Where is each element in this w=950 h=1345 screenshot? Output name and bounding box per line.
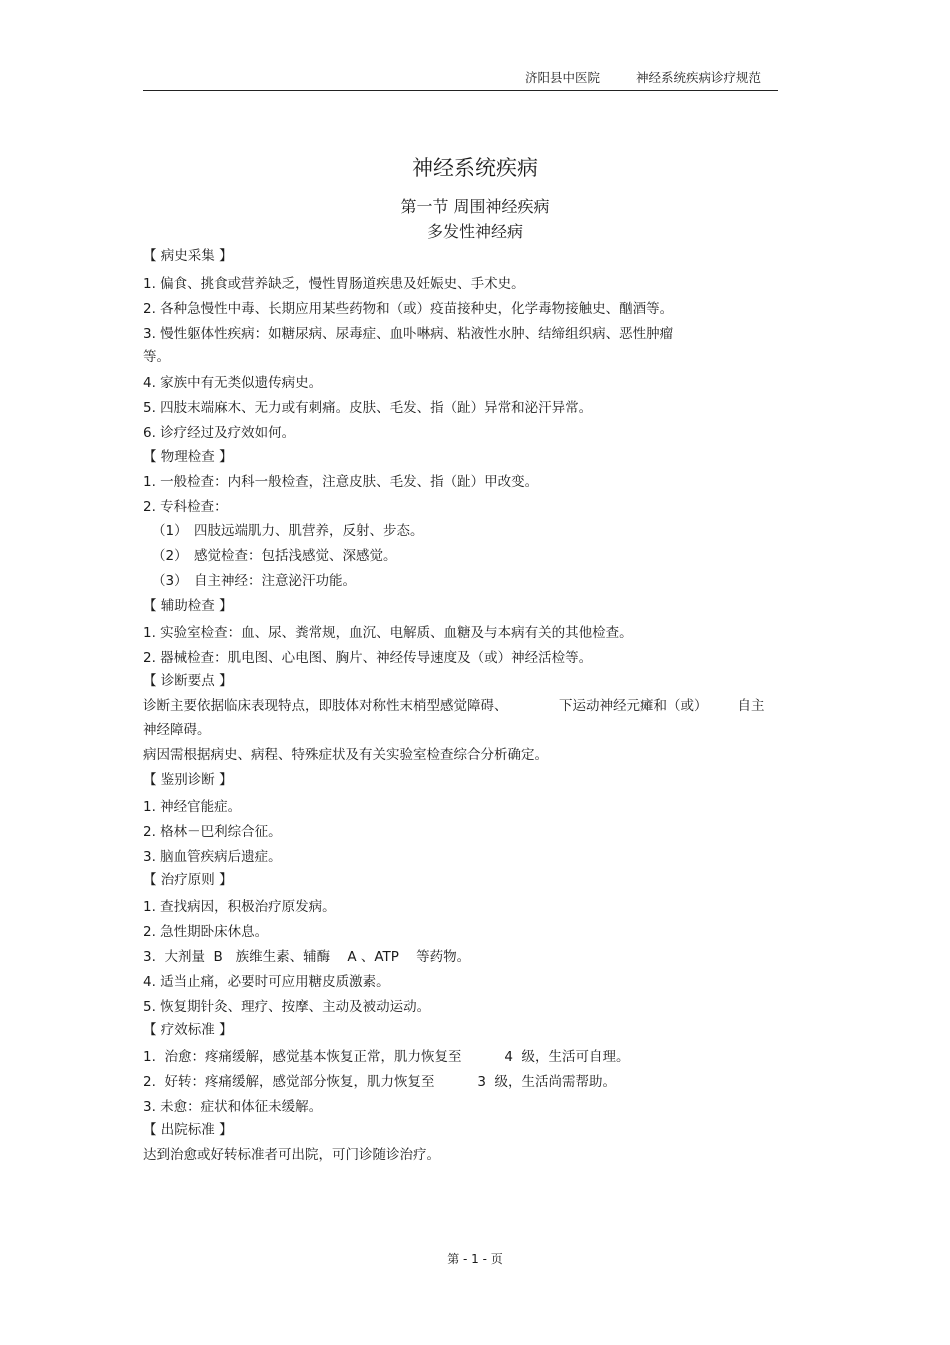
history-item: 3. 慢性躯体性疾病：如糖尿病、尿毒症、血卟啉病、粘液性水肿、结缔组织病、恶性肿瘤 — [143, 326, 674, 342]
physical-subitem — [152, 569, 356, 589]
diagnosis-text-continued: 神经障碍。 — [143, 722, 211, 738]
history-item: 6. 诊疗经过及疗效如何。 — [143, 425, 296, 441]
auxiliary-item: 2. 器械检查：肌电图、心电图、胸片、神经传导速度及（或）神经活检等。 — [143, 650, 593, 666]
treatment-item: 1. 查找病因，积极治疗原发病。 — [143, 899, 336, 915]
differential-item: 1. 神经官能症。 — [143, 799, 242, 815]
auxiliary-item: 1. 实验室检查：血、尿、粪常规，血沉、电解质、血糖及与本病有关的其他检查。 — [143, 625, 633, 641]
efficacy-item: 3. 未愈：症状和体征未缓解。 — [143, 1099, 323, 1115]
disease-title: 多发性神经病 — [426, 222, 523, 241]
treatment-item: 5. 恢复期针灸、理疗、按摩、主动及被动运动。 — [143, 999, 431, 1015]
history-item: 4. 家族中有无类似遗传病史。 — [143, 375, 323, 391]
section-heading-discharge: 【 出院标准 】 — [143, 1122, 233, 1138]
section-heading-differential: 【 鉴别诊断 】 — [143, 772, 233, 788]
treatment-item: 2. 急性期卧床休息。 — [143, 924, 269, 940]
history-item: 2. 各种急慢性中毒、长期应用某些药物和（或）疫苗接种史，化学毒物接触史、酗酒等。 — [143, 301, 674, 317]
diagnosis-text: 病因需根据病史、病程、特殊症状及有关实验室检查综合分析确定。 — [143, 747, 548, 763]
section-heading-history: 【 病史采集 】 — [143, 248, 233, 264]
header-hospital-name: 济阳县中医院 — [525, 70, 601, 85]
page-title: 神经系统疾病 — [412, 156, 538, 180]
section-heading-diagnosis: 【 诊断要点 】 — [143, 673, 233, 689]
efficacy-item: 1. 治愈：疼痛缓解，感觉基本恢复正常，肌力恢复至 4 级，生活可自理。 — [143, 1049, 630, 1065]
diagnosis-text: 诊断主要依据临床表现特点，即肢体对称性末梢型感觉障碍、 下运动神经元瘫和（或） 自主 — [143, 698, 765, 714]
history-item-continued: 等。 — [143, 349, 170, 365]
page-number: 第 - 1 - 页 — [447, 1252, 503, 1266]
header-document-title: 神经系统疾病诊疗规范 — [636, 70, 762, 85]
history-item: 5. 四肢末端麻木、无力或有刺痛。皮肤、毛发、指（趾）异常和泌汗异常。 — [143, 400, 593, 416]
differential-item: 2. 格林－巴利综合征。 — [143, 824, 282, 840]
section-heading-auxiliary: 【 辅助检查 】 — [143, 598, 233, 614]
subitem-number: （2） — [152, 548, 188, 564]
physical-subitem — [152, 544, 397, 564]
page-header — [143, 66, 778, 91]
subitem-number: （3） — [152, 573, 188, 589]
physical-item: 1. 一般检查：内科一般检查，注意皮肤、毛发、指（趾）甲改变。 — [143, 474, 539, 490]
differential-item: 3. 脑血管疾病后遗症。 — [143, 849, 282, 865]
efficacy-item: 2. 好转：疼痛缓解，感觉部分恢复，肌力恢复至 3 级，生活尚需帮助。 — [143, 1074, 617, 1090]
section-title: 第一节 周围神经疾病 — [400, 197, 550, 216]
subitem-text: 感觉检查：包括浅感觉、深感觉。 — [194, 548, 397, 564]
section-heading-treatment: 【 治疗原则 】 — [143, 872, 233, 888]
subitem-text: 自主神经：注意泌汗功能。 — [194, 573, 356, 589]
history-item: 1. 偏食、挑食或营养缺乏，慢性胃肠道疾患及妊娠史、手术史。 — [143, 276, 525, 292]
treatment-item: 4. 适当止痛，必要时可应用糖皮质激素。 — [143, 974, 390, 990]
discharge-text: 达到治愈或好转标准者可出院，可门诊随诊治疗。 — [143, 1147, 440, 1163]
treatment-item: 3. 大剂量 B 族维生素、辅酶 A 、ATP 等药物。 — [143, 949, 471, 965]
physical-item: 2. 专科检查： — [143, 499, 228, 515]
subitem-text: 四肢远端肌力、肌营养，反射、步态。 — [194, 523, 424, 539]
section-heading-efficacy: 【 疗效标准 】 — [143, 1022, 233, 1038]
subitem-number: （1） — [152, 523, 188, 539]
section-heading-physical: 【 物理检查 】 — [143, 449, 233, 465]
physical-subitem — [152, 519, 424, 539]
